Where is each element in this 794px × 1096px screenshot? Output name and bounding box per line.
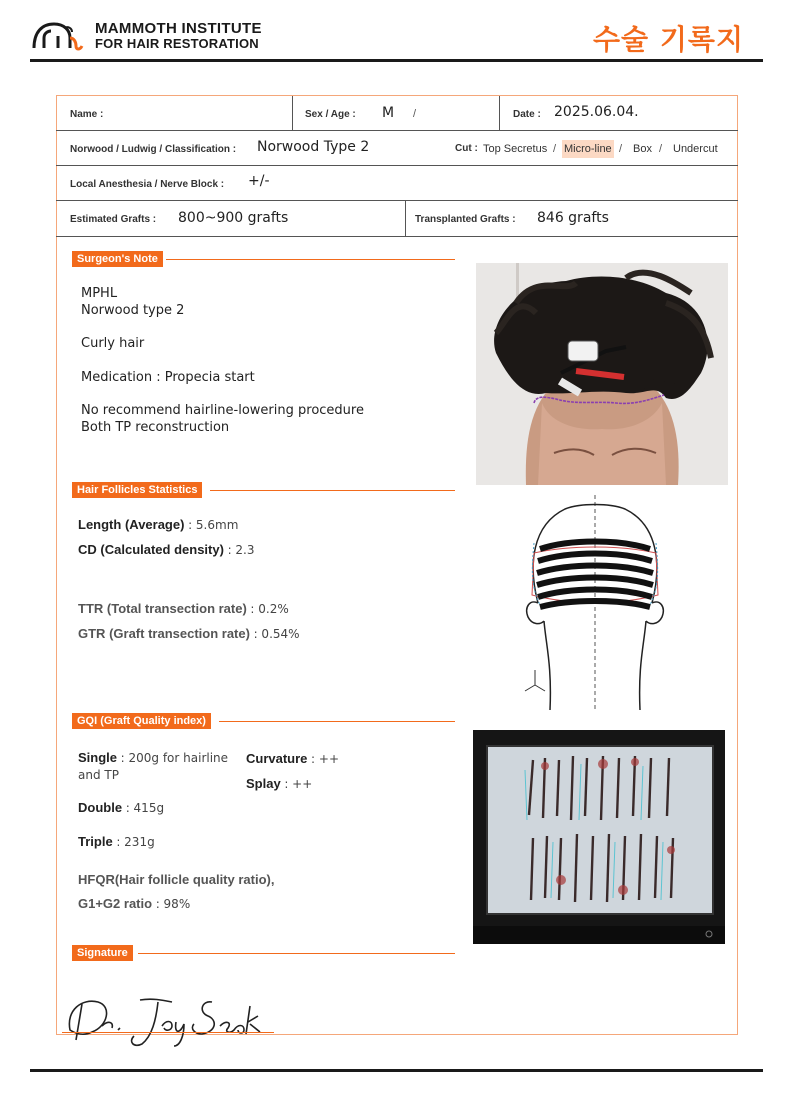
gqi-curvature-label: Curvature [246,751,308,766]
cut-label: Cut : [455,143,478,154]
gqi-triple-value: : 231g [116,835,155,849]
cut-separator: / [619,143,623,155]
cell-divider [292,96,293,130]
norwood-value: Norwood Type 2 [257,139,370,155]
stat-length [78,517,238,532]
gqi-single [78,750,228,765]
note-line: Curly hair [81,336,145,351]
section-title-gqi: GQI (Graft Quality index) [72,713,211,729]
stat-length-paren: (Average) [124,517,185,532]
anesthesia-value: +/- [248,173,270,189]
stat-length-value: : 5.6mm [188,518,239,532]
info-row-grafts [56,201,738,237]
stat-cd-paren: (Calculated density) [100,542,224,557]
norwood-label: Norwood / Ludwig / Classification : [70,144,237,155]
mammoth-logo-icon [30,18,88,52]
gqi-double [78,800,164,815]
transplanted-grafts-value: 846 grafts [537,210,609,226]
date-label: Date : [513,109,541,120]
cut-separator: / [659,143,663,155]
section-rule [219,721,455,722]
sex-age-label: Sex / Age : [305,109,356,120]
stat-gtr [78,626,300,641]
cut-separator: / [553,143,557,155]
transplanted-grafts-label: Transplanted Grafts : [415,214,516,225]
section-title-signature: Signature [72,945,133,961]
gqi-double-label: Double [78,800,123,815]
section-title-hair-follicles-statistics: Hair Follicles Statistics [72,482,202,498]
info-row-name [56,95,738,131]
header-divider [30,59,763,62]
gqi-splay [246,776,312,791]
note-line: Norwood type 2 [81,303,185,318]
gqi-triple-label: Triple [78,834,113,849]
note-line: Both TP reconstruction [81,420,230,435]
section-rule [138,953,455,954]
estimated-grafts-label: Estimated Grafts : [70,214,157,225]
stat-ttr-label: TTR [78,601,104,616]
sex-age-separator: / [413,108,417,120]
stat-gtr-paren: (Graft transection rate) [109,626,250,641]
stat-ttr-value: : 0.2% [250,602,289,616]
gqi-single-value-line2: and TP [78,768,119,782]
gqi-double-value: : 415g [125,801,165,815]
stat-cd [78,542,255,557]
note-line: No recommend hairline-lowering procedure [81,403,364,418]
stat-cd-label: CD [78,542,97,557]
section-rule [210,490,455,491]
estimated-grafts-value: 800~900 grafts [178,210,289,226]
cell-divider [499,96,500,130]
stat-gtr-label: GTR [78,626,106,641]
gqi-single-label: Single [78,750,118,765]
stat-ttr [78,601,289,616]
gqi-single-value: : 200g for hairline [120,751,229,765]
doctor-signature [62,990,277,1048]
gqi-splay-label: Splay [246,776,281,791]
gqi-single-cont [78,767,119,782]
signature-underline [62,1032,274,1033]
gqi-triple [78,834,155,849]
gqi-splay-value: : ++ [284,777,313,791]
cut-option-top-secretus: Top Secretus [483,143,548,155]
gqi-g1g2-label: G1+G2 ratio [78,896,153,911]
graft-monitor-photo [473,730,725,944]
anesthesia-label: Local Anesthesia / Nerve Block : [70,179,225,190]
note-line: MPHL [81,286,118,301]
footer-divider [30,1069,763,1072]
section-rule [166,259,455,260]
logo-text-line2: FOR HAIR RESTORATION [95,36,259,51]
document-title: 수술 기록지 [593,23,744,56]
gqi-g1g2 [78,896,190,911]
logo-text-line1: MAMMOTH INSTITUTE [95,20,262,37]
name-label: Name : [70,109,104,120]
gqi-hfqr [78,872,274,887]
gqi-hfqr-label: HFQR(Hair follicle quality ratio), [78,872,275,887]
section-title-surgeons-note: Surgeon's Note [72,251,163,267]
patient-hairline-photo [476,263,728,485]
sex-value: M [382,105,395,121]
stat-cd-value: : 2.3 [227,543,255,557]
info-row-classification [56,131,738,166]
cell-divider [405,201,406,236]
stat-ttr-paren: (Total transection rate) [106,601,247,616]
gqi-curvature [246,751,339,766]
donor-area-diagram [510,495,680,710]
cut-option-box: Box [633,143,652,155]
cut-option-undercut: Undercut [673,143,718,155]
cut-option-micro-line: Micro-line [562,140,614,158]
date-value: 2025.06.04. [554,104,639,120]
stat-length-label: Length [78,517,122,532]
info-row-anesthesia [56,166,738,201]
gqi-curvature-value: : ++ [311,752,340,766]
stat-gtr-value: : 0.54% [253,627,300,641]
note-line: Medication : Propecia start [81,370,255,385]
gqi-g1g2-value: : 98% [155,897,191,911]
